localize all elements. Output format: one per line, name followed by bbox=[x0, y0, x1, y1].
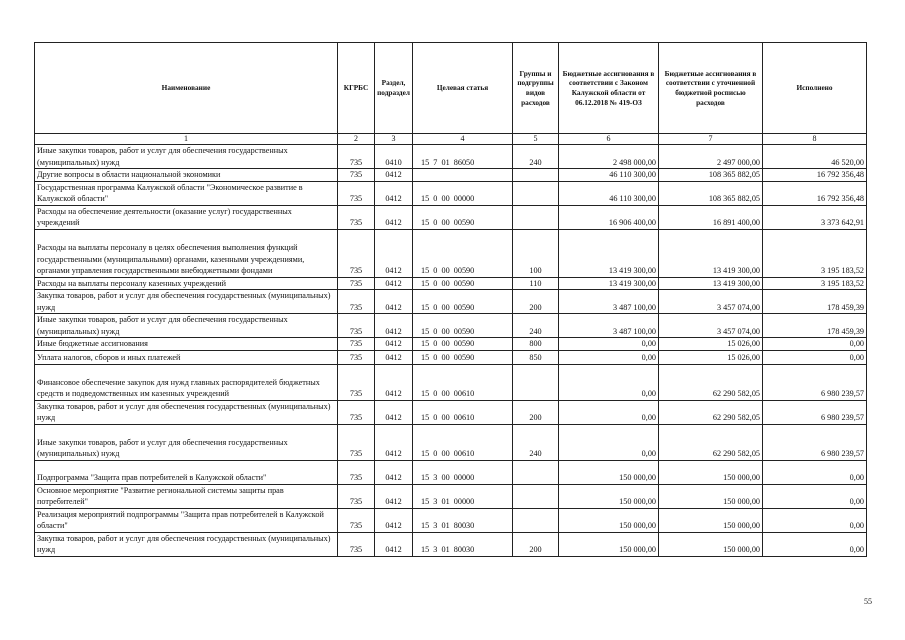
row-budget-refined: 3 457 074,00 bbox=[659, 314, 763, 338]
table-row bbox=[35, 290, 867, 314]
row-name: Иные закупки товаров, работ и услуг для обеспечения государственных (муниципальных) нужд bbox=[35, 424, 338, 460]
table-row bbox=[35, 314, 867, 338]
row-executed: 6 980 239,57 bbox=[763, 400, 867, 424]
row-budget-law: 13 419 300,00 bbox=[559, 229, 659, 277]
row-group bbox=[513, 364, 559, 400]
row-ktrbs: 735 bbox=[338, 145, 375, 169]
row-ktrbs: 735 bbox=[338, 181, 375, 205]
row-target: 15 0 00 00590 bbox=[413, 314, 513, 338]
row-section: 0412 bbox=[375, 338, 413, 351]
column-number: 3 bbox=[375, 134, 413, 145]
column-number: 5 bbox=[513, 134, 559, 145]
row-section: 0412 bbox=[375, 277, 413, 290]
table-row bbox=[35, 338, 867, 351]
row-name: Закупка товаров, работ и услуг для обеспечения государственных (муниципальных) нужд bbox=[35, 290, 338, 314]
row-name: Государственная программа Калужской области "Экономическое развитие в Калужской области" bbox=[35, 181, 338, 205]
header-groups: Группы и подгруппы видов расходов bbox=[513, 43, 559, 134]
row-budget-law: 46 110 300,00 bbox=[559, 169, 659, 182]
row-executed: 6 980 239,57 bbox=[763, 424, 867, 460]
row-group bbox=[513, 205, 559, 229]
row-budget-law: 3 487 100,00 bbox=[559, 314, 659, 338]
row-budget-refined: 15 026,00 bbox=[659, 338, 763, 351]
row-budget-law: 150 000,00 bbox=[559, 508, 659, 532]
row-name: Финансовое обеспечение закупок для нужд главных распорядителей бюджетных средств и подведомственных им казенных учреждений bbox=[35, 364, 338, 400]
row-group: 200 bbox=[513, 290, 559, 314]
table-row bbox=[35, 205, 867, 229]
row-group bbox=[513, 181, 559, 205]
row-target: 15 7 01 86050 bbox=[413, 145, 513, 169]
row-budget-law: 150 000,00 bbox=[559, 532, 659, 556]
column-number: 8 bbox=[763, 134, 867, 145]
row-target: 15 0 00 00590 bbox=[413, 338, 513, 351]
row-budget-refined: 108 365 882,05 bbox=[659, 181, 763, 205]
row-budget-law: 46 110 300,00 bbox=[559, 181, 659, 205]
table-row bbox=[35, 400, 867, 424]
row-budget-law: 13 419 300,00 bbox=[559, 277, 659, 290]
row-budget-law: 0,00 bbox=[559, 364, 659, 400]
row-budget-refined: 3 457 074,00 bbox=[659, 290, 763, 314]
row-section: 0412 bbox=[375, 364, 413, 400]
row-target: 15 0 00 00610 bbox=[413, 424, 513, 460]
row-name: Уплата налогов, сборов и иных платежей bbox=[35, 350, 338, 364]
row-section: 0412 bbox=[375, 350, 413, 364]
row-target: 15 3 01 80030 bbox=[413, 508, 513, 532]
page-number: 55 bbox=[864, 597, 872, 606]
row-executed: 16 792 356,48 bbox=[763, 181, 867, 205]
column-number: 7 bbox=[659, 134, 763, 145]
header-row bbox=[35, 43, 867, 134]
row-group bbox=[513, 508, 559, 532]
row-budget-refined: 150 000,00 bbox=[659, 532, 763, 556]
row-budget-refined: 150 000,00 bbox=[659, 508, 763, 532]
row-target: 15 3 01 80030 bbox=[413, 532, 513, 556]
row-budget-law: 0,00 bbox=[559, 400, 659, 424]
row-group: 200 bbox=[513, 532, 559, 556]
column-number-row bbox=[35, 134, 867, 145]
row-target: 15 0 00 00610 bbox=[413, 400, 513, 424]
table-row bbox=[35, 460, 867, 484]
row-executed: 0,00 bbox=[763, 460, 867, 484]
row-ktrbs: 735 bbox=[338, 484, 375, 508]
row-ktrbs: 735 bbox=[338, 277, 375, 290]
row-budget-refined: 62 290 582,05 bbox=[659, 400, 763, 424]
row-budget-refined: 62 290 582,05 bbox=[659, 364, 763, 400]
row-budget-law: 150 000,00 bbox=[559, 460, 659, 484]
row-target: 15 0 00 00590 bbox=[413, 277, 513, 290]
row-executed: 3 195 183,52 bbox=[763, 277, 867, 290]
row-budget-refined: 16 891 400,00 bbox=[659, 205, 763, 229]
row-ktrbs: 735 bbox=[338, 205, 375, 229]
column-number: 6 bbox=[559, 134, 659, 145]
column-number: 2 bbox=[338, 134, 375, 145]
row-budget-refined: 62 290 582,05 bbox=[659, 424, 763, 460]
budget-table bbox=[34, 42, 867, 557]
row-group bbox=[513, 460, 559, 484]
row-ktrbs: 735 bbox=[338, 350, 375, 364]
row-target: 15 0 00 00590 bbox=[413, 229, 513, 277]
row-ktrbs: 735 bbox=[338, 364, 375, 400]
row-budget-refined: 15 026,00 bbox=[659, 350, 763, 364]
row-section: 0412 bbox=[375, 424, 413, 460]
row-section: 0412 bbox=[375, 229, 413, 277]
row-target bbox=[413, 169, 513, 182]
row-ktrbs: 735 bbox=[338, 290, 375, 314]
row-executed: 0,00 bbox=[763, 350, 867, 364]
row-target: 15 0 00 00590 bbox=[413, 205, 513, 229]
table-row bbox=[35, 350, 867, 364]
table-row bbox=[35, 181, 867, 205]
header-ktrbs: КГРБС bbox=[338, 43, 375, 134]
row-section: 0412 bbox=[375, 169, 413, 182]
table-row bbox=[35, 277, 867, 290]
row-budget-refined: 2 497 000,00 bbox=[659, 145, 763, 169]
row-section: 0410 bbox=[375, 145, 413, 169]
row-name: Подпрограмма "Защита прав потребителей в Калужской области" bbox=[35, 460, 338, 484]
table-row bbox=[35, 532, 867, 556]
row-executed: 178 459,39 bbox=[763, 314, 867, 338]
column-number: 4 bbox=[413, 134, 513, 145]
table-row bbox=[35, 145, 867, 169]
row-ktrbs: 735 bbox=[338, 532, 375, 556]
row-budget-law: 0,00 bbox=[559, 338, 659, 351]
row-name: Расходы на выплаты персоналу казенных учреждений bbox=[35, 277, 338, 290]
row-section: 0412 bbox=[375, 314, 413, 338]
row-section: 0412 bbox=[375, 290, 413, 314]
row-name: Иные закупки товаров, работ и услуг для обеспечения государственных (муниципальных) нужд bbox=[35, 145, 338, 169]
header-target: Целевая статья bbox=[413, 43, 513, 134]
table-row bbox=[35, 364, 867, 400]
row-executed: 0,00 bbox=[763, 508, 867, 532]
row-ktrbs: 735 bbox=[338, 508, 375, 532]
row-group: 240 bbox=[513, 314, 559, 338]
row-executed: 3 195 183,52 bbox=[763, 229, 867, 277]
row-section: 0412 bbox=[375, 400, 413, 424]
row-executed: 178 459,39 bbox=[763, 290, 867, 314]
row-section: 0412 bbox=[375, 181, 413, 205]
row-target: 15 0 00 00590 bbox=[413, 290, 513, 314]
row-executed: 0,00 bbox=[763, 532, 867, 556]
row-group: 200 bbox=[513, 400, 559, 424]
row-group: 100 bbox=[513, 229, 559, 277]
row-section: 0412 bbox=[375, 508, 413, 532]
row-executed: 3 373 642,91 bbox=[763, 205, 867, 229]
row-ktrbs: 735 bbox=[338, 400, 375, 424]
row-group bbox=[513, 169, 559, 182]
table-row bbox=[35, 484, 867, 508]
row-budget-refined: 108 365 882,05 bbox=[659, 169, 763, 182]
row-name: Иные бюджетные ассигнования bbox=[35, 338, 338, 351]
row-target: 15 3 00 00000 bbox=[413, 460, 513, 484]
row-name: Закупка товаров, работ и услуг для обеспечения государственных (муниципальных) нужд bbox=[35, 400, 338, 424]
table-row bbox=[35, 229, 867, 277]
row-name: Расходы на обеспечение деятельности (оказание услуг) государственных учреждений bbox=[35, 205, 338, 229]
row-ktrbs: 735 bbox=[338, 229, 375, 277]
row-budget-law: 0,00 bbox=[559, 424, 659, 460]
row-group: 110 bbox=[513, 277, 559, 290]
table-row bbox=[35, 424, 867, 460]
header-name: Наименование bbox=[35, 43, 338, 134]
row-target: 15 0 00 00590 bbox=[413, 350, 513, 364]
row-section: 0412 bbox=[375, 484, 413, 508]
row-executed: 0,00 bbox=[763, 484, 867, 508]
header-budget-law: Бюджетные ассигнования в соответствии с Законом Калужской области от 06.12.2018 № 419-ОЗ bbox=[559, 43, 659, 134]
table-row bbox=[35, 508, 867, 532]
row-budget-law: 3 487 100,00 bbox=[559, 290, 659, 314]
row-budget-refined: 150 000,00 bbox=[659, 484, 763, 508]
row-budget-law: 16 906 400,00 bbox=[559, 205, 659, 229]
header-section: Раздел, подраздел bbox=[375, 43, 413, 134]
row-name: Иные закупки товаров, работ и услуг для обеспечения государственных (муниципальных) нужд bbox=[35, 314, 338, 338]
row-section: 0412 bbox=[375, 532, 413, 556]
row-group: 850 bbox=[513, 350, 559, 364]
row-name: Основное мероприятие "Развитие региональной системы защиты прав потребителей" bbox=[35, 484, 338, 508]
row-ktrbs: 735 bbox=[338, 460, 375, 484]
row-name: Закупка товаров, работ и услуг для обеспечения государственных (муниципальных) нужд bbox=[35, 532, 338, 556]
row-name: Расходы на выплаты персоналу в целях обеспечения выполнения функций государственными (муниципальными) органами, казенными учреждениями, органами управления государственными внебюджетными фондами bbox=[35, 229, 338, 277]
row-executed: 0,00 bbox=[763, 338, 867, 351]
row-executed: 6 980 239,57 bbox=[763, 364, 867, 400]
row-budget-refined: 13 419 300,00 bbox=[659, 277, 763, 290]
row-budget-law: 0,00 bbox=[559, 350, 659, 364]
row-budget-refined: 13 419 300,00 bbox=[659, 229, 763, 277]
row-ktrbs: 735 bbox=[338, 424, 375, 460]
row-name: Реализация мероприятий подпрограммы "Защита прав потребителей в Калужской области" bbox=[35, 508, 338, 532]
row-group: 240 bbox=[513, 424, 559, 460]
row-ktrbs: 735 bbox=[338, 338, 375, 351]
row-group bbox=[513, 484, 559, 508]
row-executed: 16 792 356,48 bbox=[763, 169, 867, 182]
column-number: 1 bbox=[35, 134, 338, 145]
row-target: 15 3 01 00000 bbox=[413, 484, 513, 508]
header-executed: Исполнено bbox=[763, 43, 867, 134]
row-target: 15 0 00 00610 bbox=[413, 364, 513, 400]
header-budget-refined: Бюджетные ассигнования в соответствии с уточненной бюджетной росписью расходов bbox=[659, 43, 763, 134]
row-executed: 46 520,00 bbox=[763, 145, 867, 169]
row-name: Другие вопросы в области национальной экономики bbox=[35, 169, 338, 182]
row-group: 240 bbox=[513, 145, 559, 169]
row-budget-law: 150 000,00 bbox=[559, 484, 659, 508]
row-section: 0412 bbox=[375, 205, 413, 229]
row-ktrbs: 735 bbox=[338, 169, 375, 182]
row-budget-law: 2 498 000,00 bbox=[559, 145, 659, 169]
row-group: 800 bbox=[513, 338, 559, 351]
row-budget-refined: 150 000,00 bbox=[659, 460, 763, 484]
table-row bbox=[35, 169, 867, 182]
row-target: 15 0 00 00000 bbox=[413, 181, 513, 205]
row-section: 0412 bbox=[375, 460, 413, 484]
row-ktrbs: 735 bbox=[338, 314, 375, 338]
